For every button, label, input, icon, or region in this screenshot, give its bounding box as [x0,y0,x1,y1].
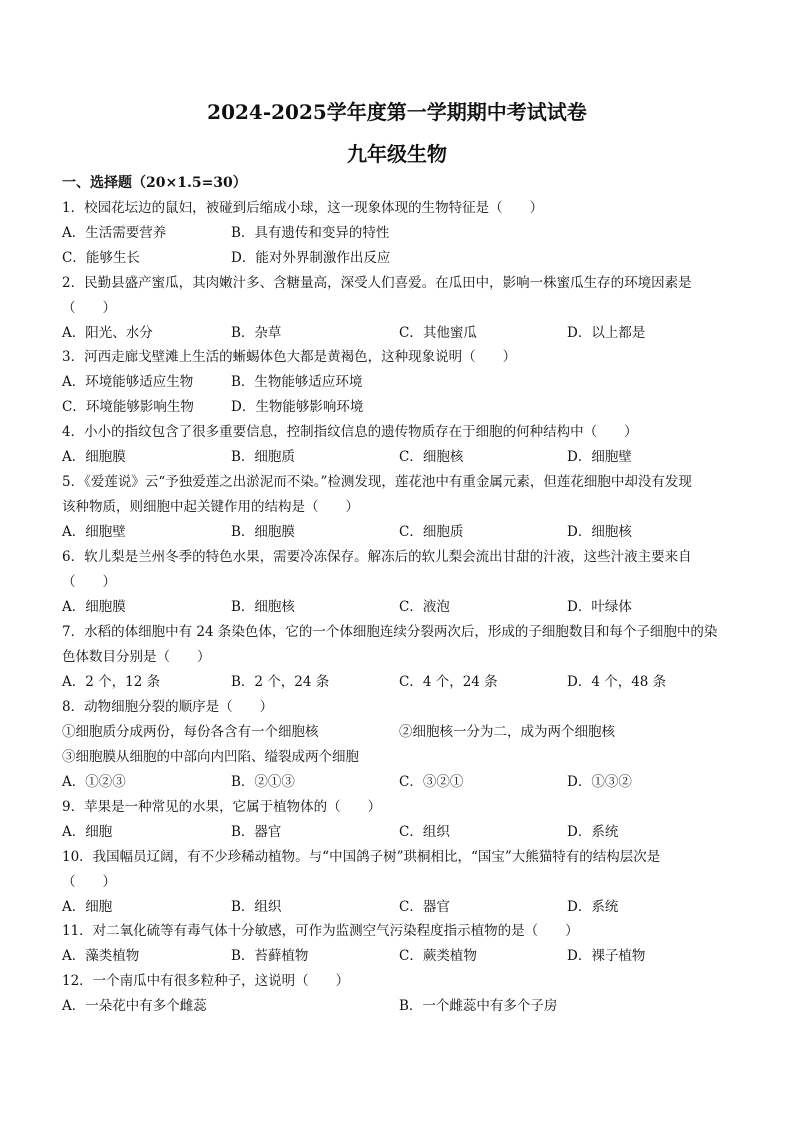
q10-option-b: B．组织 [231,899,282,915]
q5-option-a: A．细胞壁 [62,524,126,540]
q11-option-c: C．蕨类植物 [399,948,477,964]
question-8-stem: 8．动物细胞分裂的顺序是（ ） [62,699,274,715]
q3-option-a: A．环境能够适应生物 [62,374,194,390]
question-9-stem: 9．苹果是一种常见的水果，它属于植物体的（ ） [62,799,382,815]
q2-option-b: B．杂草 [231,325,282,341]
q2-option-a: A．阳光、水分 [62,325,153,341]
question-4-stem: 4．小小的指纹包含了很多重要信息，控制指纹信息的遗传物质存在于细胞的何种结构中（ ） [62,424,638,440]
question-7-stem: 7．水稻的体细胞中有 24 条染色体，它的一个体细胞连续分裂两次后，形成的子细胞数目和每个子细胞中的染 [62,624,718,640]
q8-statement-1: ①细胞质分成两份，每份各含有一个细胞核 [62,724,319,740]
q4-option-a: A．细胞膜 [62,449,126,465]
question-5-stem: 5．《爱莲说》云“予独爱莲之出淤泥而不染。”检测发现，莲花池中有重金属元素，但莲花细胞中却没有发现 [62,474,692,490]
q1-option-d: D．能对外界制激作出反应 [231,250,391,266]
q4-option-d: D．细胞壁 [567,449,632,465]
q6-option-b: B．细胞核 [231,599,295,615]
question-12-stem: 12．一个南瓜中有很多粒种子，这说明（ ） [62,973,350,989]
q3-option-d: D．生物能够影响环境 [231,399,364,415]
q6-option-c: C．液泡 [399,599,450,615]
q7-option-c: C．4 个，24 条 [399,674,498,690]
q12-option-a: A．一朵花中有多个雌蕊 [62,998,207,1014]
q8-option-b: B．②①③ [231,774,295,790]
q4-option-c: C．细胞核 [399,449,464,465]
q8-statement-3: ③细胞膜从细胞的中部向内凹陷、缢裂成两个细胞 [62,749,359,765]
question-2-stem: 2．民勤县盛产蜜瓜，其肉嫩汁多、含糖量高，深受人们喜爱。在瓜田中，影响一株蜜瓜生存的环境因素是 [62,275,692,291]
q11-option-a: A．藻类植物 [62,948,140,964]
q6-option-a: A．细胞膜 [62,599,126,615]
q6-option-d: D．叶绿体 [567,599,632,615]
q1-option-b: B．具有遗传和变异的特性 [231,225,390,241]
q11-option-d: D．裸子植物 [567,948,646,964]
q1-option-a: A．生活需要营养 [62,225,167,241]
question-1-stem: 1．校园花坛边的鼠妇，被碰到后缩成小球，这一现象体现的生物特征是（ ） [62,200,544,216]
q7-option-d: D．4 个，48 条 [567,674,667,690]
q5-option-b: B．细胞膜 [231,524,295,540]
q12-option-b: B．一个雌蕊中有多个子房 [399,998,558,1014]
q5-option-d: D．细胞核 [567,524,632,540]
q10-option-c: C．器官 [399,899,450,915]
q8-option-d: D．①③② [567,774,632,790]
question-6-stem-cont: （ ） [62,574,116,590]
question-6-stem: 6．软儿梨是兰州冬季的特色水果，需要冷冻保存。解冻后的软儿梨会流出甘甜的汁液，这些汁液主要来自 [62,549,692,565]
question-3-stem: 3．河西走廊戈壁滩上生活的蜥蜴体色大都是黄褐色，这种现象说明（ ） [62,349,517,365]
q11-option-b: B．苔藓植物 [231,948,309,964]
q10-option-a: A．细胞 [62,899,113,915]
q8-option-a: A．①②③ [62,774,126,790]
q9-option-c: C．组织 [399,824,450,840]
q4-option-b: B．细胞质 [231,449,295,465]
q10-option-d: D．系统 [567,899,619,915]
q9-option-b: B．器官 [231,824,282,840]
q7-option-b: B．2 个，24 条 [231,674,330,690]
exam-title: 2024-2025学年度第一学期期中考试试卷 [207,100,587,124]
question-10-stem: 10．我国幅员辽阔，有不少珍稀动植物。与“中国鸽子树”珙桐相比，“国宝”大熊猫特有的结构层次是 [62,849,661,865]
q9-option-a: A．细胞 [62,824,113,840]
exam-subtitle: 九年级生物 [347,142,447,166]
q2-option-c: C．其他蜜瓜 [399,325,477,341]
q3-option-c: C．环境能够影响生物 [62,399,194,415]
question-7-stem-cont: 色体数目分别是（ ） [62,649,211,665]
q2-option-d: D．以上都是 [567,325,646,341]
q7-option-a: A．2 个，12 条 [62,674,161,690]
q3-option-b: B．生物能够适应环境 [231,374,363,390]
q9-option-d: D．系统 [567,824,619,840]
q1-option-c: C．能够生长 [62,250,140,266]
section-heading: 一、选择题（20×1.5=30） [62,175,247,191]
question-10-stem-cont: （ ） [62,874,116,890]
question-5-stem-cont: 该种物质，则细胞中起关键作用的结构是（ ） [62,499,359,515]
q8-statement-2: ②细胞核一分为二，成为两个细胞核 [399,724,615,740]
question-2-stem-cont: （ ） [62,300,116,316]
q8-option-c: C．③②① [399,774,464,790]
question-11-stem: 11．对二氧化硫等有毒气体十分敏感，可作为监测空气污染程度指示植物的是（ ） [62,923,579,939]
q5-option-c: C．细胞质 [399,524,464,540]
